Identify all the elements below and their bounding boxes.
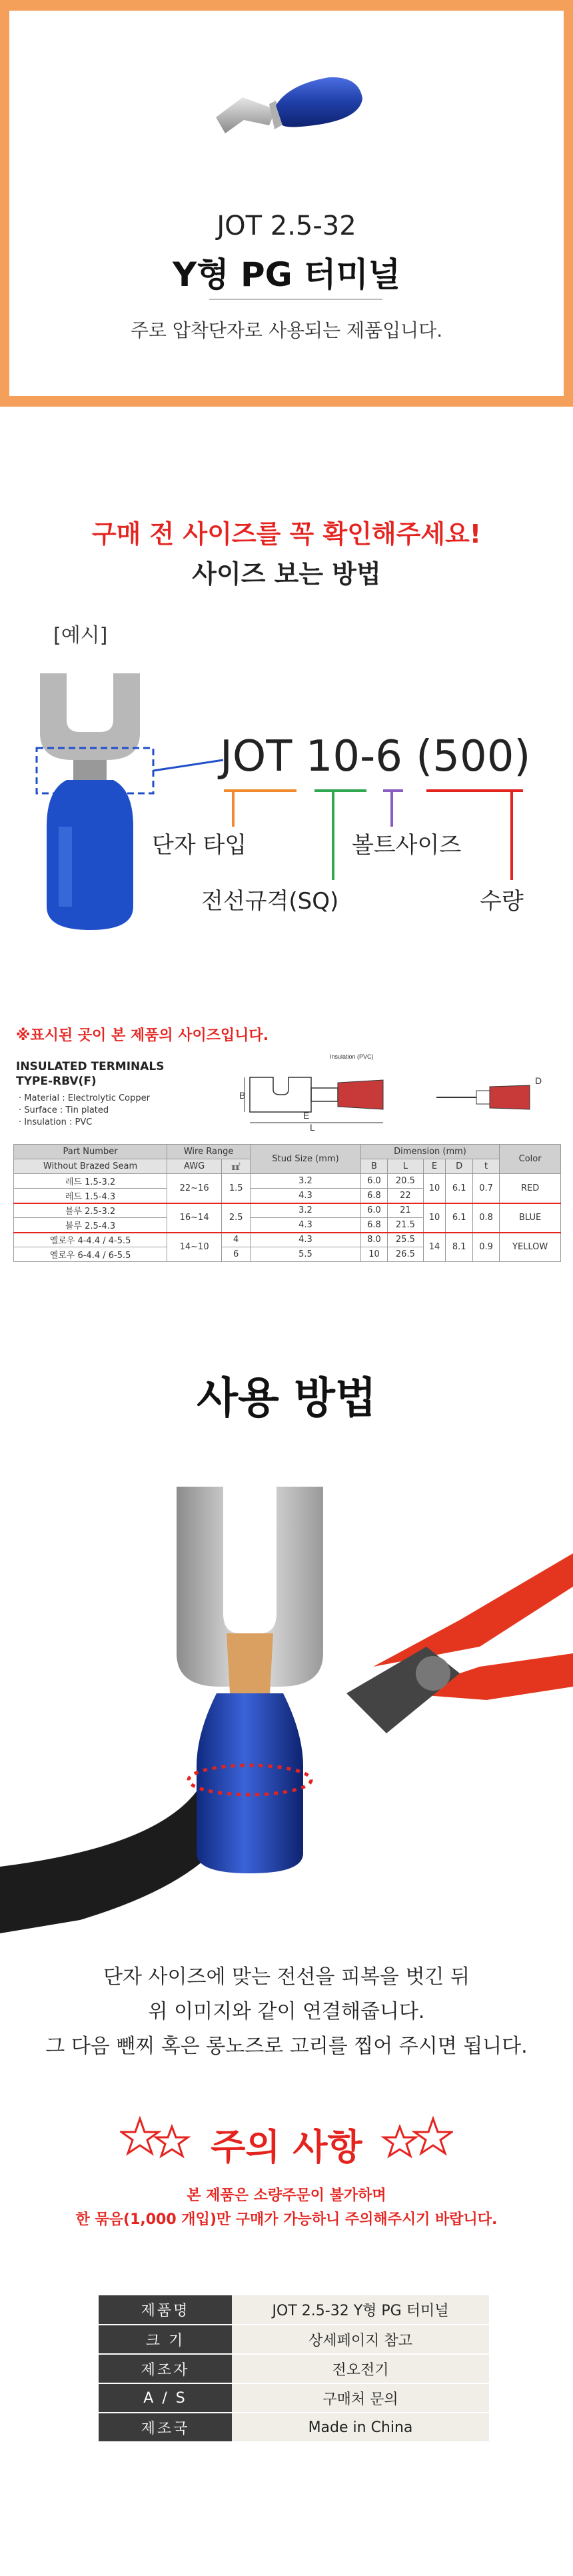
label-bolt-size: 볼트사이즈 — [352, 832, 462, 859]
cell-b: 6.0 — [360, 1203, 387, 1218]
diagram-label-l: L — [310, 1122, 315, 1133]
table-row — [99, 2325, 489, 2354]
cell-l: 25.5 — [388, 1233, 423, 1247]
info-key: 제품명 — [99, 2295, 232, 2325]
cell-l: 22 — [388, 1189, 423, 1203]
spec-heading: INSULATED TERMINALS — [16, 1060, 165, 1073]
cell-b: 8.0 — [360, 1233, 387, 1247]
spec-table — [13, 1144, 561, 1262]
product-info-table — [99, 2295, 489, 2443]
cell-color: RED — [500, 1174, 561, 1203]
cell-stud: 4.3 — [251, 1233, 361, 1247]
cell-awg: 22~16 — [167, 1174, 222, 1203]
cell-stud: 3.2 — [251, 1203, 361, 1218]
product-subtitle: 주로 압착단자로 사용되는 제품입니다. — [130, 319, 443, 341]
label-wire-spec: 전선규격(SQ) — [201, 888, 339, 915]
cell-b: 6.0 — [360, 1174, 387, 1189]
info-value: 전오전기 — [232, 2354, 489, 2383]
example-label: [예시] — [53, 624, 108, 647]
size-guide-title: 사이즈 보는 방법 — [192, 559, 381, 589]
info-value: Made in China — [232, 2413, 489, 2442]
cell-e: 10 — [423, 1203, 446, 1233]
spec-material: · Material : Electrolytic Copper — [19, 1093, 150, 1103]
th-mm2: ㎟ — [222, 1159, 251, 1174]
hero-card — [9, 11, 564, 396]
th-dimension: Dimension (mm) — [360, 1145, 499, 1159]
table-row — [14, 1233, 561, 1247]
cell-part: 레드 1.5-4.3 — [14, 1189, 167, 1203]
cell-awg: 14~10 — [167, 1233, 222, 1262]
size-warning: 구매 전 사이즈를 꼭 확인해주세요! — [91, 519, 482, 549]
product-name: Y형 PG 터미널 — [173, 255, 400, 294]
table-row — [99, 2413, 489, 2442]
cell-l: 21.5 — [388, 1218, 423, 1233]
info-value: 상세페이지 참고 — [232, 2325, 489, 2354]
cell-mm2: 2.5 — [222, 1203, 251, 1233]
cell-stud: 4.3 — [251, 1189, 361, 1203]
table-row — [99, 2383, 489, 2413]
th-without-seam: Without Brazed Seam — [14, 1159, 167, 1174]
table-row — [14, 1203, 561, 1218]
diagram-label-d: D — [535, 1075, 542, 1086]
cell-b: 6.8 — [360, 1189, 387, 1203]
cell-t: 0.9 — [472, 1233, 499, 1262]
cell-d: 6.1 — [446, 1203, 472, 1233]
info-key: 제조국 — [99, 2413, 232, 2442]
table-row — [14, 1174, 561, 1189]
example-code: JOT 10-6 (500) — [220, 732, 531, 781]
cell-stud: 3.2 — [251, 1174, 361, 1189]
caution-title: 주의 사항 — [211, 2126, 362, 2168]
diagram-label-top: Insulation (PVC) — [330, 1053, 374, 1060]
usage-line-1: 단자 사이즈에 맞는 전선을 피복을 벗긴 뒤 — [103, 1965, 470, 1989]
cell-b: 6.8 — [360, 1218, 387, 1233]
cell-awg: 16~14 — [167, 1203, 222, 1233]
table-row — [99, 2354, 489, 2383]
info-key: A / S — [99, 2383, 232, 2413]
info-value: 구매처 문의 — [232, 2383, 489, 2413]
label-quantity: 수량 — [480, 888, 524, 915]
cell-t: 0.8 — [472, 1203, 499, 1233]
th-t: t — [472, 1159, 499, 1174]
cell-l: 20.5 — [388, 1174, 423, 1189]
cell-d: 8.1 — [446, 1233, 472, 1262]
cell-part: 블루 2.5-3.2 — [14, 1203, 167, 1218]
cell-part: 옐로우 6-4.4 / 6-5.5 — [14, 1247, 167, 1262]
info-key: 제조자 — [99, 2354, 232, 2383]
cell-part: 옐로우 4-4.4 / 4-5.5 — [14, 1233, 167, 1247]
spec-notice: ※표시된 곳이 본 제품의 사이즈입니다. — [16, 1027, 269, 1044]
usage-photo — [0, 1453, 573, 1933]
info-key: 크 기 — [99, 2325, 232, 2354]
cell-part: 레드 1.5-3.2 — [14, 1174, 167, 1189]
terminal-product-image — [203, 51, 376, 164]
table-row — [99, 2295, 489, 2325]
cell-mm2: 1.5 — [222, 1174, 251, 1203]
cell-e: 14 — [423, 1233, 446, 1262]
th-e: E — [423, 1159, 446, 1174]
divider — [209, 299, 382, 300]
cell-l: 26.5 — [388, 1247, 423, 1262]
cell-t: 0.7 — [472, 1174, 499, 1203]
info-value: JOT 2.5-32 Y형 PG 터미널 — [232, 2295, 489, 2325]
caution-line-1: 본 제품은 소량주문이 불가하며 — [187, 2187, 386, 2204]
terminal-dimension-diagram — [237, 1051, 550, 1137]
th-stud: Stud Size (mm) — [251, 1145, 361, 1174]
th-b: B — [360, 1159, 387, 1174]
th-color: Color — [500, 1145, 561, 1174]
product-code: JOT 2.5-32 — [217, 211, 356, 241]
spec-insulation: · Insulation : PVC — [19, 1117, 93, 1127]
diagram-label-b: B — [239, 1090, 246, 1101]
cell-b: 10 — [360, 1247, 387, 1262]
th-awg: AWG — [167, 1159, 222, 1174]
th-wire-range: Wire Range — [167, 1145, 251, 1159]
th-d: D — [446, 1159, 472, 1174]
cell-l: 21 — [388, 1203, 423, 1218]
usage-line-2: 위 이미지와 같이 연결해줍니다. — [148, 2000, 425, 2023]
cell-stud: 5.5 — [251, 1247, 361, 1262]
cell-color: BLUE — [500, 1203, 561, 1233]
cell-part: 블루 2.5-4.3 — [14, 1218, 167, 1233]
th-part-number: Part Number — [14, 1145, 167, 1159]
spec-surface: · Surface : Tin plated — [19, 1105, 109, 1115]
cell-color: YELLOW — [500, 1233, 561, 1262]
caution-line-2: 한 묶음(1,000 개입)만 구매가 가능하니 주의해주시기 바랍니다. — [75, 2211, 498, 2228]
label-terminal-type: 단자 타입 — [152, 832, 247, 859]
th-l: L — [388, 1159, 423, 1174]
cell-mm2: 4 — [222, 1233, 251, 1247]
usage-title: 사용 방법 — [197, 1374, 376, 1423]
usage-line-3: 그 다음 뺀찌 혹은 롱노즈로 고리를 찝어 주시면 됩니다. — [45, 2035, 528, 2058]
cell-e: 10 — [423, 1174, 446, 1203]
diagram-label-e: E — [303, 1110, 310, 1121]
cell-mm2: 6 — [222, 1247, 251, 1262]
cell-d: 6.1 — [446, 1174, 472, 1203]
cell-stud: 4.3 — [251, 1218, 361, 1233]
spec-type: TYPE-RBV(F) — [16, 1075, 97, 1088]
